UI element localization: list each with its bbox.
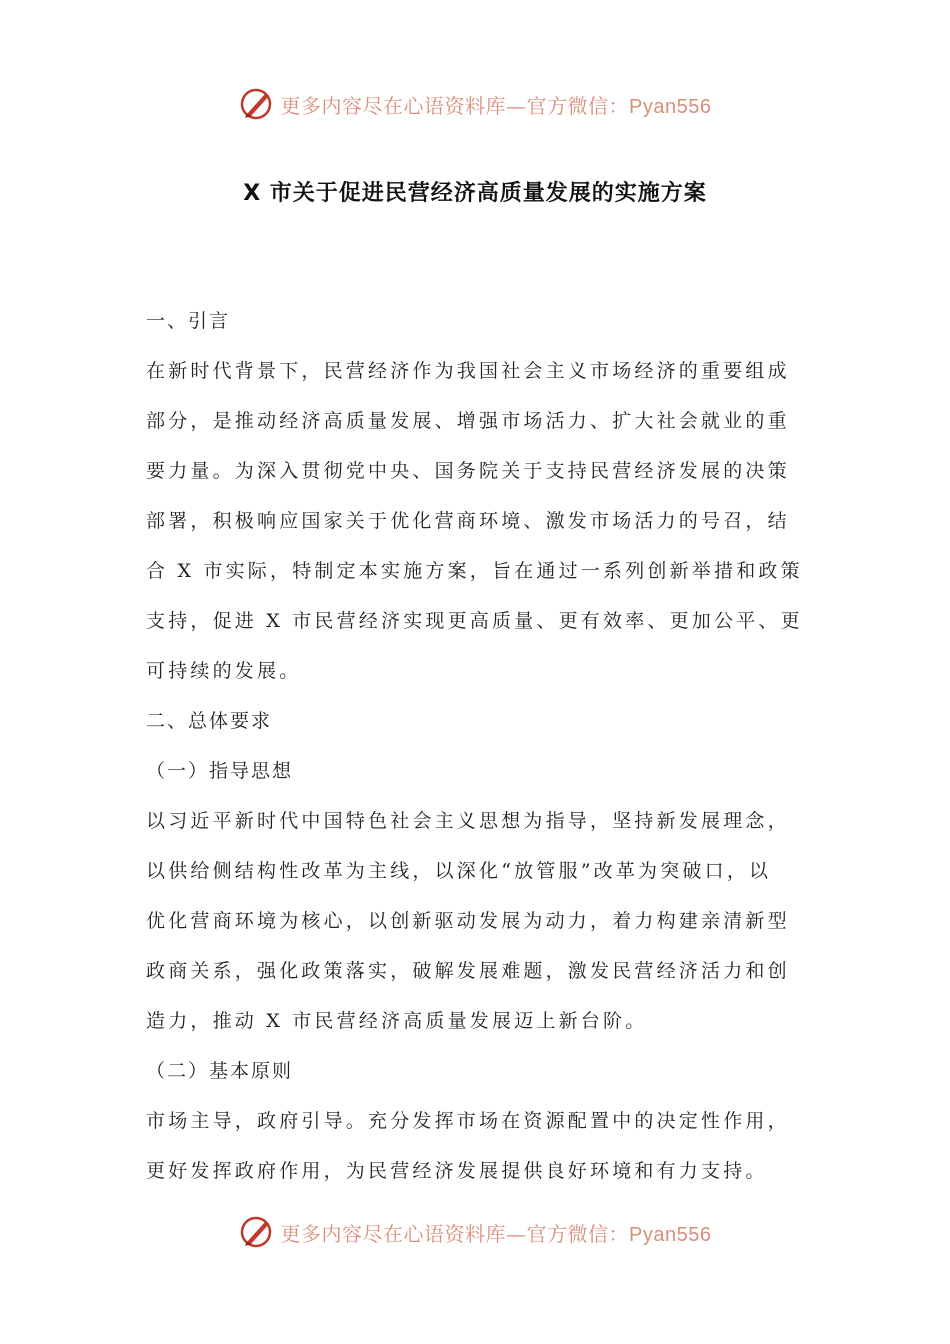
section-heading: （一）指导思想 [146, 760, 294, 782]
paragraph-line: 合 X 市实际，特制定本实施方案，旨在通过一系列创新举措和政策 [146, 560, 803, 582]
header-watermark [0, 84, 950, 124]
paragraph-line: 可持续的发展。 [146, 660, 302, 682]
pen-logo-icon [239, 86, 275, 122]
watermark-text: 更多内容尽在心语资料库—官方微信：Pyan556 [280, 93, 712, 118]
paragraph-line: 以供给侧结构性改革为主线，以深化“放管服”改革为突破口，以 [146, 860, 772, 882]
paragraph-line: 在新时代背景下，民营经济作为我国社会主义市场经济的重要组成 [146, 360, 790, 382]
paragraph-line: 市场主导，政府引导。充分发挥市场在资源配置中的决定性作用， [146, 1110, 790, 1132]
section-heading: 一、引言 [146, 310, 231, 332]
paragraph-line: 支持，促进 X 市民营经济实现更高质量、更有效率、更加公平、更 [146, 610, 803, 632]
footer-watermark [0, 1212, 950, 1252]
pen-logo-icon [239, 1214, 275, 1250]
document-title: X 市关于促进民营经济高质量发展的实施方案 [243, 181, 707, 206]
paragraph-line: 优化营商环境为核心，以创新驱动发展为动力，着力构建亲清新型 [146, 910, 790, 932]
document-body [146, 296, 806, 1196]
paragraph-line: 政商关系，强化政策落实，破解发展难题，激发民营经济活力和创 [146, 960, 790, 982]
paragraph-line: 造力，推动 X 市民营经济高质量发展迈上新台阶。 [146, 1010, 648, 1032]
paragraph-line: 更好发挥政府作用，为民营经济发展提供良好环境和有力支持。 [146, 1160, 768, 1182]
paragraph-line: 以习近平新时代中国特色社会主义思想为指导，坚持新发展理念， [146, 810, 790, 832]
paragraph-line: 要力量。为深入贯彻党中央、国务院关于支持民营经济发展的决策 [146, 460, 790, 482]
watermark-text: 更多内容尽在心语资料库—官方微信：Pyan556 [280, 1221, 712, 1246]
paragraph-line: 部分，是推动经济高质量发展、增强市场活力、扩大社会就业的重 [146, 410, 790, 432]
section-heading: 二、总体要求 [146, 710, 273, 732]
paragraph-line: 部署，积极响应国家关于优化营商环境、激发市场活力的号召，结 [146, 510, 790, 532]
section-heading: （二）基本原则 [146, 1060, 294, 1082]
